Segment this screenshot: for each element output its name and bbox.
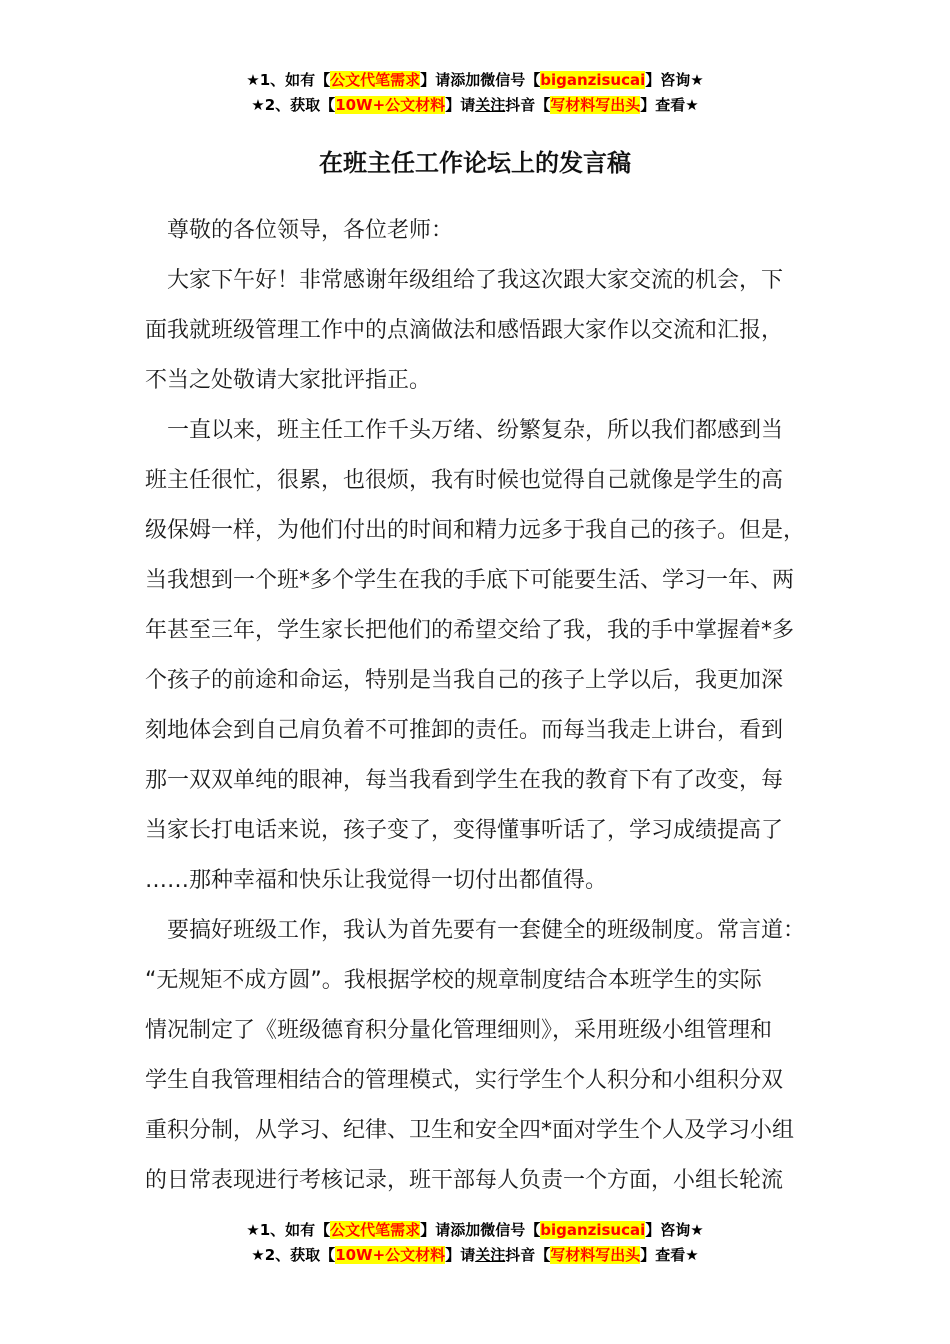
banner-text: 】请 xyxy=(445,1246,476,1264)
text-line: 学生自我管理相结合的管理模式，实行学生个人积分和小组积分双 xyxy=(145,1068,784,1093)
text-line: 个孩子的前途和命运，特别是当我自己的孩子上学以后，我更加深 xyxy=(145,668,784,693)
banner-text: 】请添加微信号【 xyxy=(420,71,541,89)
banner-line-2 xyxy=(0,1243,950,1268)
text-line: 年甚至三年，学生家长把他们的希望交给了我，我的手中掌握着*多 xyxy=(145,618,795,643)
banner-text: 】咨询★ xyxy=(645,71,704,89)
header-banner xyxy=(0,68,950,118)
text-line: 刻地体会到自己肩负着不可推卸的责任。而每当我走上讲台，看到 xyxy=(145,718,784,743)
banner-highlight: 写材料写出头 xyxy=(550,96,641,114)
banner-text: ★2、获取【 xyxy=(251,96,336,114)
text-line: ……那种幸福和快乐让我觉得一切付出都值得。 xyxy=(145,868,608,893)
banner-highlight: 公文代笔需求 xyxy=(330,1221,421,1239)
banner-line-2 xyxy=(0,93,950,118)
text-line: 情况制定了《班级德育积分量化管理细则》，采用班级小组管理和 xyxy=(145,1018,773,1043)
document-title: 在班主任工作论坛上的发言稿 xyxy=(319,149,631,177)
banner-line-1 xyxy=(0,1218,950,1243)
text-line: 尊敬的各位领导，各位老师： xyxy=(145,218,454,243)
banner-text: 】请添加微信号【 xyxy=(420,1221,541,1239)
banner-highlight: biganzisucai xyxy=(540,71,646,89)
document-body xyxy=(145,206,825,1206)
banner-highlight: 公文代笔需求 xyxy=(330,71,421,89)
text-line: 的日常表现进行考核记录，班干部每人负责一个方面，小组长轮流 xyxy=(145,1168,784,1193)
banner-underline: 关注 xyxy=(475,96,506,114)
banner-text: 】查看★ xyxy=(640,96,699,114)
banner-text: 】请 xyxy=(445,96,476,114)
banner-underline: 关注 xyxy=(475,1246,506,1264)
banner-line-1 xyxy=(0,68,950,93)
text-line: 面我就班级管理工作中的点滴做法和感悟跟大家作以交流和汇报， xyxy=(145,318,784,343)
banner-highlight: 写材料写出头 xyxy=(550,1246,641,1264)
banner-text: 抖音【 xyxy=(505,96,551,114)
text-line: 级保姆一样，为他们付出的时间和精力远多于我自己的孩子。但是， xyxy=(145,518,806,543)
banner-text: 】查看★ xyxy=(640,1246,699,1264)
banner-text: ★1、如有【 xyxy=(246,71,331,89)
banner-text: 】咨询★ xyxy=(645,1221,704,1239)
text-line: 要搞好班级工作，我认为首先要有一套健全的班级制度。常言道： xyxy=(145,918,806,943)
banner-text: ★2、获取【 xyxy=(251,1246,336,1264)
banner-highlight: biganzisucai xyxy=(540,1221,646,1239)
text-line: 当家长打电话来说，孩子变了，变得懂事听话了，学习成绩提高了 xyxy=(145,818,784,843)
banner-highlight: 10W+公文材料 xyxy=(335,96,446,114)
footer-banner xyxy=(0,1218,950,1268)
banner-text: 抖音【 xyxy=(505,1246,551,1264)
text-line: “无规矩不成方圆”。我根据学校的规章制度结合本班学生的实际 xyxy=(145,968,762,993)
text-line: 那一双双单纯的眼神，每当我看到学生在我的教育下有了改变，每 xyxy=(145,768,784,793)
text-line: 不当之处敬请大家批评指正。 xyxy=(145,368,432,393)
banner-highlight: 10W+公文材料 xyxy=(335,1246,446,1264)
text-line: 重积分制，从学习、纪律、卫生和安全四*面对学生个人及学习小组 xyxy=(145,1118,795,1143)
text-line: 班主任很忙，很累，也很烦，我有时候也觉得自己就像是学生的高 xyxy=(145,468,784,493)
text-line: 一直以来，班主任工作千头万绪、纷繁复杂，所以我们都感到当 xyxy=(145,418,784,443)
banner-text: ★1、如有【 xyxy=(246,1221,331,1239)
text-line: 当我想到一个班*多个学生在我的手底下可能要生活、学习一年、两 xyxy=(145,568,795,593)
text-line: 大家下午好！非常感谢年级组给了我这次跟大家交流的机会，下 xyxy=(145,268,784,293)
